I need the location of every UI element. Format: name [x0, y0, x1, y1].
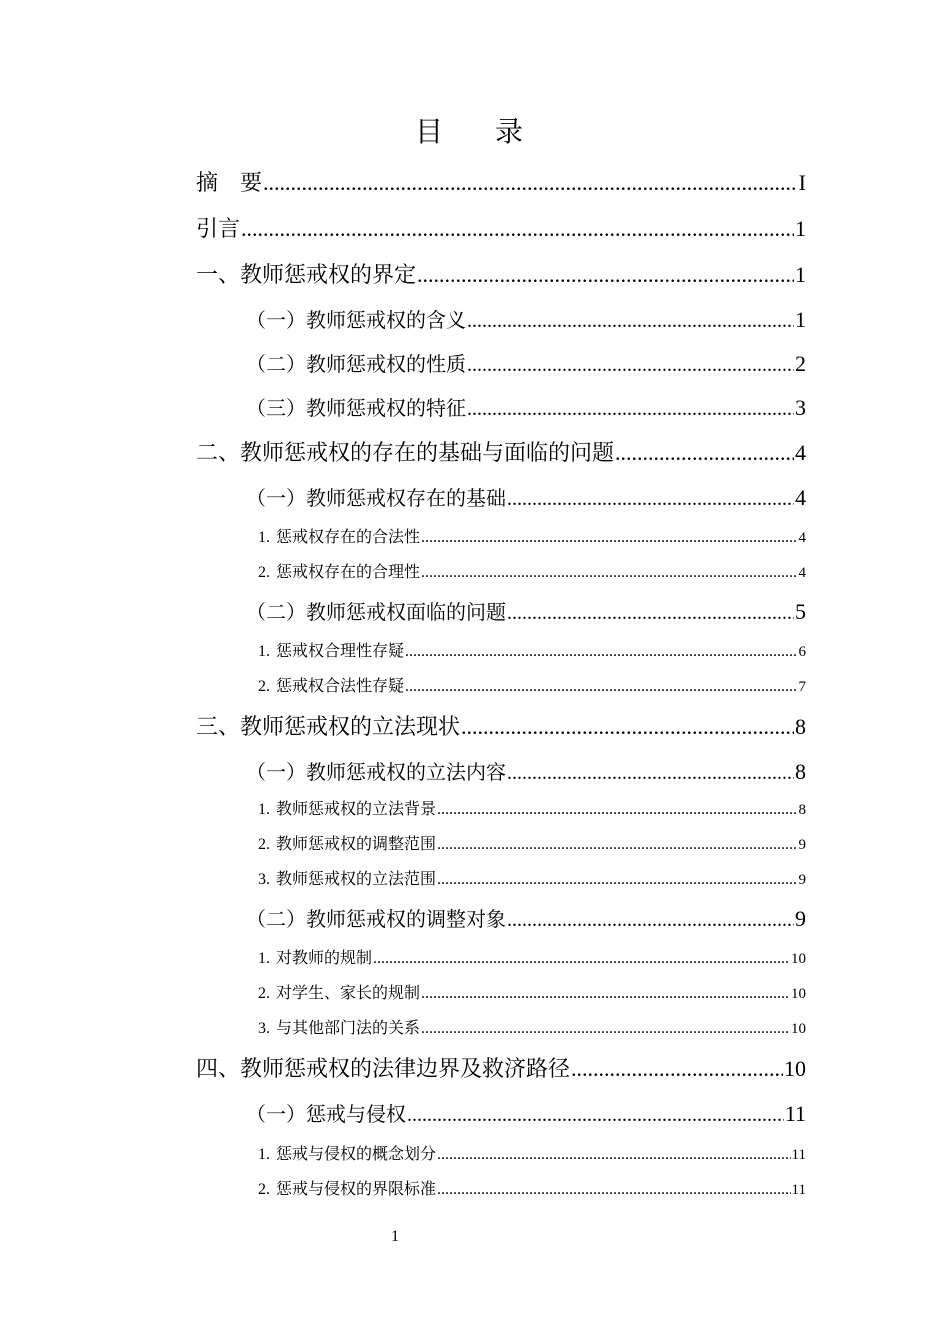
toc-dot-leader: [263, 168, 798, 198]
toc-dot-leader: [421, 527, 797, 549]
toc-entry-number: 1.: [258, 950, 270, 967]
toc-entry[interactable]: [196, 350, 806, 379]
toc-entry-label: 教师惩戒权的立法范围: [276, 869, 437, 888]
toc-entry-label: 惩戒权合理性存疑: [276, 641, 405, 660]
toc-dot-leader: [467, 307, 794, 335]
toc-dot-leader: [373, 948, 790, 970]
toc-entry-label: （二）教师惩戒权面临的问题: [246, 600, 506, 624]
toc-entry-number: 3.: [258, 1020, 270, 1037]
toc-dot-leader: [461, 712, 794, 742]
toc-dot-leader: [467, 395, 794, 423]
toc-entry[interactable]: [196, 260, 806, 291]
toc-dot-leader: [437, 1144, 791, 1166]
toc-entry[interactable]: [196, 1143, 806, 1166]
toc-entry[interactable]: [196, 868, 806, 891]
toc-entry-number: 1.: [258, 1146, 270, 1163]
toc-entry-page-number: I: [798, 170, 806, 195]
toc-entry-page-number: 4: [795, 485, 806, 510]
toc-dot-leader: [407, 1101, 784, 1129]
page-number: 1: [391, 1228, 399, 1245]
toc-dot-leader: [421, 562, 797, 584]
toc-entry[interactable]: [196, 526, 806, 549]
toc-entry-label: （一）惩戒与侵权: [246, 1102, 406, 1126]
toc-entry-label: 惩戒与侵权的界限标准: [276, 1179, 437, 1198]
toc-entry[interactable]: [196, 306, 806, 335]
toc-entry-number: 2.: [258, 836, 270, 853]
toc-entry[interactable]: [196, 758, 806, 787]
toc-entry-page-number: 10: [784, 1056, 806, 1081]
toc-entry-label: （一）教师惩戒权存在的基础: [246, 486, 506, 510]
toc-entry-number: 2.: [258, 678, 270, 695]
toc-entry-label: 一、教师惩戒权的界定: [196, 263, 417, 288]
toc-entry-label: （二）教师惩戒权的性质: [246, 352, 466, 376]
toc-dot-leader: [405, 641, 797, 663]
toc-entry[interactable]: [196, 982, 806, 1005]
toc-entry-label: 惩戒权存在的合法性: [276, 527, 421, 546]
toc-entry[interactable]: [196, 640, 806, 663]
toc-entry[interactable]: [196, 675, 806, 698]
toc-dot-leader: [417, 260, 794, 290]
toc-entry[interactable]: [196, 1054, 806, 1085]
toc-entry-page-number: 3: [795, 395, 806, 420]
toc-entry-number: 2.: [258, 1181, 270, 1198]
toc-entry-page-number: 9: [795, 906, 806, 931]
toc-dot-leader: [437, 869, 797, 891]
toc-dot-leader: [507, 599, 794, 627]
toc-entry[interactable]: [196, 438, 806, 469]
toc-entry-label: 对学生、家长的规制: [276, 983, 421, 1002]
toc-entry-label: （一）教师惩戒权的含义: [246, 308, 466, 332]
toc-entry-number: 1.: [258, 643, 270, 660]
toc-entry[interactable]: [196, 712, 806, 743]
toc-entry-page-number: 1: [795, 262, 806, 287]
toc-entry-label: （一）教师惩戒权的立法内容: [246, 760, 506, 784]
toc-entry-label: 二、教师惩戒权的存在的基础与面临的问题: [196, 441, 615, 466]
toc-entry-page-number: 11: [791, 1147, 806, 1163]
toc-entry[interactable]: [196, 214, 806, 245]
toc-entry-page-number: 8: [795, 714, 806, 739]
toc-entry-page-number: 1: [795, 307, 806, 332]
toc-entry[interactable]: [196, 394, 806, 423]
toc-entry-page-number: 11: [791, 1182, 806, 1198]
toc-entry-number: 2.: [258, 985, 270, 1002]
toc-entry-label: 三、教师惩戒权的立法现状: [196, 715, 461, 740]
toc-entry-page-number: 10: [791, 1021, 806, 1037]
toc-dot-leader: [571, 1054, 783, 1084]
toc-entry-page-number: 2: [795, 351, 806, 376]
toc-dot-leader: [507, 906, 794, 934]
toc-entry-page-number: 6: [798, 644, 806, 660]
toc-entry-page-number: 8: [798, 802, 806, 818]
toc-dot-leader: [405, 676, 797, 698]
toc-entry-number: 3.: [258, 871, 270, 888]
toc-dot-leader: [437, 834, 797, 856]
toc-entry-number: 1.: [258, 529, 270, 546]
toc-dot-leader: [437, 1179, 791, 1201]
toc-dot-leader: [437, 799, 797, 821]
toc-dot-leader: [615, 438, 794, 468]
toc-entry-page-number: 9: [798, 872, 806, 888]
toc-entry-label: 与其他部门法的关系: [276, 1018, 421, 1037]
toc-entry-number: 1.: [258, 801, 270, 818]
toc-entry-page-number: 4: [798, 530, 806, 546]
toc-entry-page-number: 10: [791, 986, 806, 1002]
toc-entry[interactable]: [196, 833, 806, 856]
toc-dot-leader: [467, 351, 794, 379]
toc-entry-page-number: 10: [791, 951, 806, 967]
toc-entry[interactable]: [196, 561, 806, 584]
toc-entry-label: 惩戒与侵权的概念划分: [276, 1144, 437, 1163]
toc-entry-label: 对教师的规制: [276, 948, 373, 967]
toc-entry[interactable]: [196, 798, 806, 821]
toc-title: 目录: [414, 115, 575, 148]
toc-entry-label: 教师惩戒权的调整范围: [276, 834, 437, 853]
toc-entry-label: （三）教师惩戒权的特征: [246, 396, 466, 420]
toc-entry-page-number: 8: [795, 759, 806, 784]
toc-dot-leader: [507, 485, 794, 513]
toc-entry-label: 四、教师惩戒权的法律边界及救济路径: [196, 1057, 571, 1082]
toc-entry-page-number: 5: [795, 599, 806, 624]
toc-entry-label: 惩戒权合法性存疑: [276, 676, 405, 695]
toc-entry[interactable]: [196, 1100, 806, 1129]
toc-entry-page-number: 1: [795, 216, 806, 241]
toc-entry[interactable]: [196, 1017, 806, 1040]
toc-entry-label: 摘 要: [196, 171, 263, 196]
toc-entry-label: 惩戒权存在的合理性: [276, 562, 421, 581]
toc-entry-label: 教师惩戒权的立法背景: [276, 799, 437, 818]
toc-dot-leader: [421, 1018, 790, 1040]
toc-entry[interactable]: [196, 1178, 806, 1201]
toc-entry-label: 引言: [196, 217, 241, 242]
toc-entry[interactable]: [196, 168, 806, 199]
toc-entry-label: （二）教师惩戒权的调整对象: [246, 907, 506, 931]
toc-entry-page-number: 11: [784, 1101, 806, 1126]
toc-dot-leader: [241, 214, 794, 244]
toc-entry[interactable]: [196, 905, 806, 934]
toc-entry[interactable]: [196, 598, 806, 627]
toc-dot-leader: [421, 983, 790, 1005]
toc-entry-page-number: 4: [798, 565, 806, 581]
toc-entry-page-number: 7: [798, 679, 806, 695]
toc-entry[interactable]: [196, 484, 806, 513]
toc-entry-page-number: 9: [798, 837, 806, 853]
toc-entry-page-number: 4: [795, 440, 806, 465]
toc-dot-leader: [507, 759, 794, 787]
toc-entry-number: 2.: [258, 564, 270, 581]
toc-entry[interactable]: [196, 947, 806, 970]
